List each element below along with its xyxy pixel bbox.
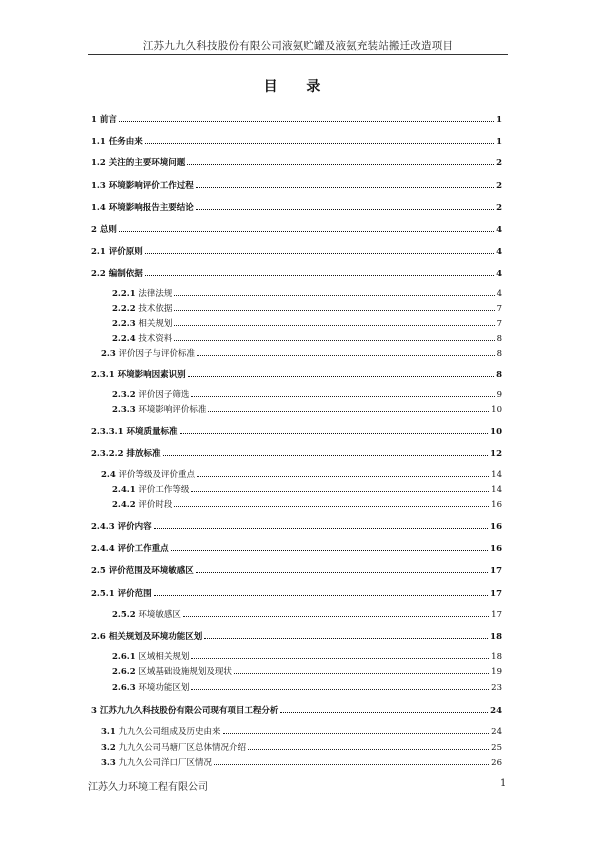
toc-entry[interactable]: [91, 224, 502, 236]
toc-entry-text: 任务由来: [108, 137, 143, 147]
toc-entry-number: 2.3.3.1: [91, 427, 124, 437]
toc-entry-number: 1.2: [91, 158, 106, 168]
toc-entry-text: 评价时段: [138, 500, 173, 510]
toc-entry-number: 3: [91, 706, 97, 716]
toc-entry-text: 环境敏感区: [138, 610, 181, 620]
toc-entry-number: 1: [91, 115, 97, 125]
toc-leader-dots: [234, 667, 489, 674]
toc-leader-dots: [174, 319, 494, 326]
toc-entry-text: 评价范围: [117, 589, 152, 599]
toc-entry-number: 1.1: [91, 137, 106, 147]
toc-entry[interactable]: [91, 180, 502, 192]
toc-entry-number: 1.3: [91, 181, 106, 191]
toc-leader-dots: [223, 727, 490, 734]
toc-leader-dots: [174, 289, 494, 296]
toc-entry-label: [91, 224, 117, 236]
toc-entry-text: 评价因子与评价标准: [118, 349, 196, 359]
toc-entry-text: 环境影响因素识别: [117, 370, 186, 380]
toc-leader-dots: [183, 610, 489, 617]
toc-entry-label: [91, 565, 194, 577]
toc-leader-dots: [196, 203, 494, 210]
toc-entry-page: 1: [496, 137, 502, 147]
toc-leader-dots: [119, 225, 494, 232]
toc-leader-dots: [191, 390, 494, 397]
toc-entry-label: [101, 348, 195, 360]
toc-leader-dots: [208, 405, 489, 412]
toc-entry-page: 8: [496, 370, 502, 380]
toc-entry-text: 环境影响评价工作过程: [108, 181, 194, 191]
toc-leader-dots: [145, 137, 494, 144]
toc-leader-dots: [154, 522, 489, 529]
toc-entry-page: 17: [490, 589, 502, 599]
toc-entry-label: [112, 389, 189, 401]
toc-entry-label: [91, 369, 186, 381]
toc-entry[interactable]: [112, 404, 502, 416]
toc-entry-number: 2.4: [101, 470, 116, 480]
toc-entry-page: 8: [496, 349, 502, 359]
toc-entry-label: [91, 136, 143, 148]
toc-entry-label: [112, 484, 189, 496]
toc-entry-text: 评价工作等级: [138, 485, 190, 495]
toc-entry[interactable]: [112, 666, 502, 678]
toc-entry[interactable]: [112, 609, 502, 621]
toc-entry-page: 17: [491, 610, 502, 620]
toc-entry-page: 24: [491, 727, 502, 737]
toc-entry-text: 技术资料: [138, 334, 173, 344]
toc-leader-dots: [163, 449, 489, 456]
toc-entry-label: [112, 666, 232, 678]
toc-entry-number: 2.2.3: [112, 319, 136, 329]
toc-entry-text: 九九久公司马塘厂区总体情况介绍: [118, 743, 247, 753]
toc-entry-number: 2.1: [91, 247, 106, 257]
toc-entry-page: 23: [491, 683, 502, 693]
toc-entry-number: 2.3: [101, 349, 116, 359]
toc-leader-dots: [119, 115, 494, 122]
toc-leader-dots: [197, 470, 489, 477]
toc-leader-dots: [248, 743, 489, 750]
toc-entry-page: 1: [496, 115, 502, 125]
toc-entry-text: 前言: [99, 115, 117, 125]
toc-entry-page: 14: [491, 470, 502, 480]
toc-entry-text: 环境影响评价标准: [138, 405, 207, 415]
toc-entry[interactable]: [91, 268, 502, 280]
toc-entry-number: 2.5: [91, 566, 106, 576]
toc-entry-number: 2.6.1: [112, 652, 136, 662]
toc-entry-label: [91, 180, 194, 192]
toc-leader-dots: [191, 652, 489, 659]
toc-entry-label: [112, 499, 172, 511]
toc-entry-number: 2.2.4: [112, 334, 136, 344]
toc-entry-page: 14: [491, 485, 502, 495]
toc-entry-label: [91, 631, 202, 643]
toc-entry-text: 编制依据: [108, 269, 143, 279]
toc-entry-page: 19: [491, 667, 502, 677]
toc-entry-number: 2: [91, 225, 97, 235]
toc-entry-label: [91, 705, 278, 717]
toc-entry-label: [101, 742, 246, 754]
toc-leader-dots: [187, 158, 494, 165]
toc-entry-number: 2.4.3: [91, 522, 115, 532]
toc-entry-text: 江苏九九久科技股份有限公司现有项目工程分析: [99, 706, 279, 716]
toc-entry-label: [112, 404, 206, 416]
toc-entry[interactable]: [91, 448, 502, 460]
toc-entry-text: 九九久公司洋口厂区情况: [118, 758, 213, 768]
toc-leader-dots: [174, 304, 494, 311]
toc-entry-page: 17: [490, 566, 502, 576]
toc-entry-label: [91, 543, 169, 555]
toc-entry-text: 评价原则: [108, 247, 143, 257]
toc-entry-number: 2.6: [91, 632, 106, 642]
toc-entry-label: [112, 318, 172, 330]
toc-leader-dots: [171, 544, 489, 551]
toc-entry[interactable]: [112, 318, 502, 330]
toc-entry-number: 2.3.2.2: [91, 449, 124, 459]
toc-entry-label: [91, 588, 152, 600]
toc-entry-text: 评价范围及环境敏感区: [108, 566, 194, 576]
footer-page-number: 1: [500, 778, 507, 789]
toc-entry-number: 2.5.2: [112, 610, 136, 620]
toc-entry-number: 3.2: [101, 743, 116, 753]
toc-entry[interactable]: [101, 742, 502, 754]
toc-entry-page: 2: [496, 203, 502, 213]
footer-company: 江苏久力环境工程有限公司: [88, 782, 208, 793]
toc-entry[interactable]: [112, 389, 502, 401]
toc-entry-text: 相关规划及环境功能区划: [108, 632, 203, 642]
toc-entry[interactable]: [112, 499, 502, 511]
toc-entry-text: 排放标准: [126, 449, 161, 459]
toc-entry-page: 8: [496, 334, 502, 344]
toc-entry-page: 16: [490, 544, 502, 554]
toc-entry-label: [112, 682, 189, 694]
toc-entry-label: [91, 114, 117, 126]
toc-leader-dots: [196, 181, 494, 188]
toc-entry-label: [112, 651, 189, 663]
toc-entry-label: [101, 469, 195, 481]
toc-entry-text: 技术依据: [138, 304, 173, 314]
toc-entry-number: 2.2.1: [112, 289, 136, 299]
toc-entry-label: [91, 268, 143, 280]
toc-entry-number: 2.3.2: [112, 390, 136, 400]
toc-entry[interactable]: [91, 565, 502, 577]
toc-entry[interactable]: [91, 157, 502, 169]
toc-entry[interactable]: [91, 426, 502, 438]
toc-entry-number: 1.4: [91, 203, 106, 213]
toc-entry-number: 2.6.3: [112, 683, 136, 693]
toc-leader-dots: [214, 758, 489, 765]
toc-leader-dots: [191, 485, 489, 492]
toc-entry[interactable]: [91, 114, 502, 126]
toc-entry-label: [112, 303, 172, 315]
toc-entry-number: 2.4.2: [112, 500, 136, 510]
toc-entry[interactable]: [91, 521, 502, 533]
toc-entry-text: 评价因子筛选: [138, 390, 190, 400]
toc-entry-number: 2.6.2: [112, 667, 136, 677]
toc-entry-label: [101, 757, 212, 769]
toc-entry-text: 区域相关规划: [138, 652, 190, 662]
toc-entry-text: 环境质量标准: [126, 427, 178, 437]
toc-entry-page: 16: [490, 522, 502, 532]
toc-leader-dots: [196, 566, 488, 573]
toc-leader-dots: [191, 683, 489, 690]
toc-entry-text: 总则: [99, 225, 117, 235]
toc-entry-page: 10: [491, 405, 502, 415]
toc-leader-dots: [174, 334, 494, 341]
toc-leader-dots: [145, 269, 494, 276]
toc-entry-label: [91, 521, 152, 533]
toc-entry[interactable]: [91, 369, 502, 381]
toc-entry-label: [112, 333, 172, 345]
toc-entry-text: 相关规划: [138, 319, 173, 329]
toc-entry[interactable]: [91, 631, 502, 643]
toc-leader-dots: [154, 589, 489, 596]
toc-entry-text: 评价工作重点: [117, 544, 169, 554]
toc-entry-number: 2.2: [91, 269, 106, 279]
toc-entry-number: 2.5.1: [91, 589, 115, 599]
toc-leader-dots: [204, 632, 488, 639]
toc-entry[interactable]: [101, 726, 502, 738]
toc-entry-label: [112, 288, 172, 300]
toc-leader-dots: [197, 349, 495, 356]
toc-leader-dots: [174, 500, 489, 507]
toc-entry[interactable]: [112, 651, 502, 663]
toc-entry[interactable]: [91, 202, 502, 214]
toc-entry-text: 评价等级及评价重点: [118, 470, 196, 480]
toc-entry[interactable]: [101, 469, 502, 481]
toc-entry-page: 16: [491, 500, 502, 510]
toc-leader-dots: [188, 370, 494, 377]
toc-entry-label: [91, 448, 161, 460]
toc-entry-text: 评价内容: [117, 522, 152, 532]
toc-leader-dots: [145, 247, 494, 254]
toc-entry-text: 关注的主要环境问题: [108, 158, 186, 168]
toc-entry[interactable]: [112, 682, 502, 694]
toc-entry-page: 4: [496, 269, 502, 279]
header-text: 江苏九九久科技股份有限公司液氨贮罐及液氨充装站搬迁改造项目: [142, 40, 454, 52]
toc-entry[interactable]: [91, 543, 502, 555]
toc-entry[interactable]: [112, 288, 502, 300]
toc-entry-page: 4: [496, 247, 502, 257]
toc-entry-page: 26: [491, 758, 502, 768]
toc-leader-dots: [180, 427, 489, 434]
toc-entry-number: 2.3.3: [112, 405, 136, 415]
toc-entry-page: 12: [490, 449, 502, 459]
toc-entry-number: 2.4.4: [91, 544, 115, 554]
toc-entry-number: 2.4.1: [112, 485, 136, 495]
toc-entry[interactable]: [112, 303, 502, 315]
toc-entry-number: 2.2.2: [112, 304, 136, 314]
toc-entry-page: 2: [496, 181, 502, 191]
toc-entry-page: 4: [496, 225, 502, 235]
toc-entry-label: [91, 202, 194, 214]
toc-entry-page: 7: [496, 304, 502, 314]
toc-entry-text: 法律法规: [138, 289, 173, 299]
toc-entry-number: 2.3.1: [91, 370, 115, 380]
toc-entry-page: 25: [491, 743, 502, 753]
toc-entry-label: [91, 246, 143, 258]
toc-entry[interactable]: [112, 484, 502, 496]
toc-entry[interactable]: [101, 348, 502, 360]
toc-entry[interactable]: [91, 705, 502, 717]
toc-entry-text: 九九久公司组成及历史由来: [118, 727, 221, 737]
toc-entry-number: 3.3: [101, 758, 116, 768]
toc-entry[interactable]: [101, 757, 502, 769]
toc-title: 目 录: [263, 79, 333, 95]
toc-entry[interactable]: [112, 333, 502, 345]
toc-entry-number: 3.1: [101, 727, 116, 737]
toc-entry-page: 9: [496, 390, 502, 400]
toc-entry-text: 环境影响报告主要结论: [108, 203, 194, 213]
toc-entry[interactable]: [91, 246, 502, 258]
toc-entry-page: 18: [490, 632, 502, 642]
toc-entry-page: 18: [491, 652, 502, 662]
toc-leader-dots: [280, 706, 488, 713]
toc-entry[interactable]: [91, 136, 502, 148]
toc-entry-page: 7: [496, 319, 502, 329]
toc-entry-label: [91, 157, 185, 169]
toc-entry-page: 4: [496, 289, 502, 299]
toc-entry-label: [101, 726, 221, 738]
toc-entry-page: 2: [496, 158, 502, 168]
toc-entry-text: 区域基础设施规划及现状: [138, 667, 232, 677]
toc-entry-text: 环境功能区划: [138, 683, 190, 693]
toc-entry-label: [112, 609, 181, 621]
toc-entry-page: 10: [490, 427, 502, 437]
toc-entry[interactable]: [91, 588, 502, 600]
toc-entry-page: 24: [490, 706, 502, 716]
toc-entry-label: [91, 426, 178, 438]
